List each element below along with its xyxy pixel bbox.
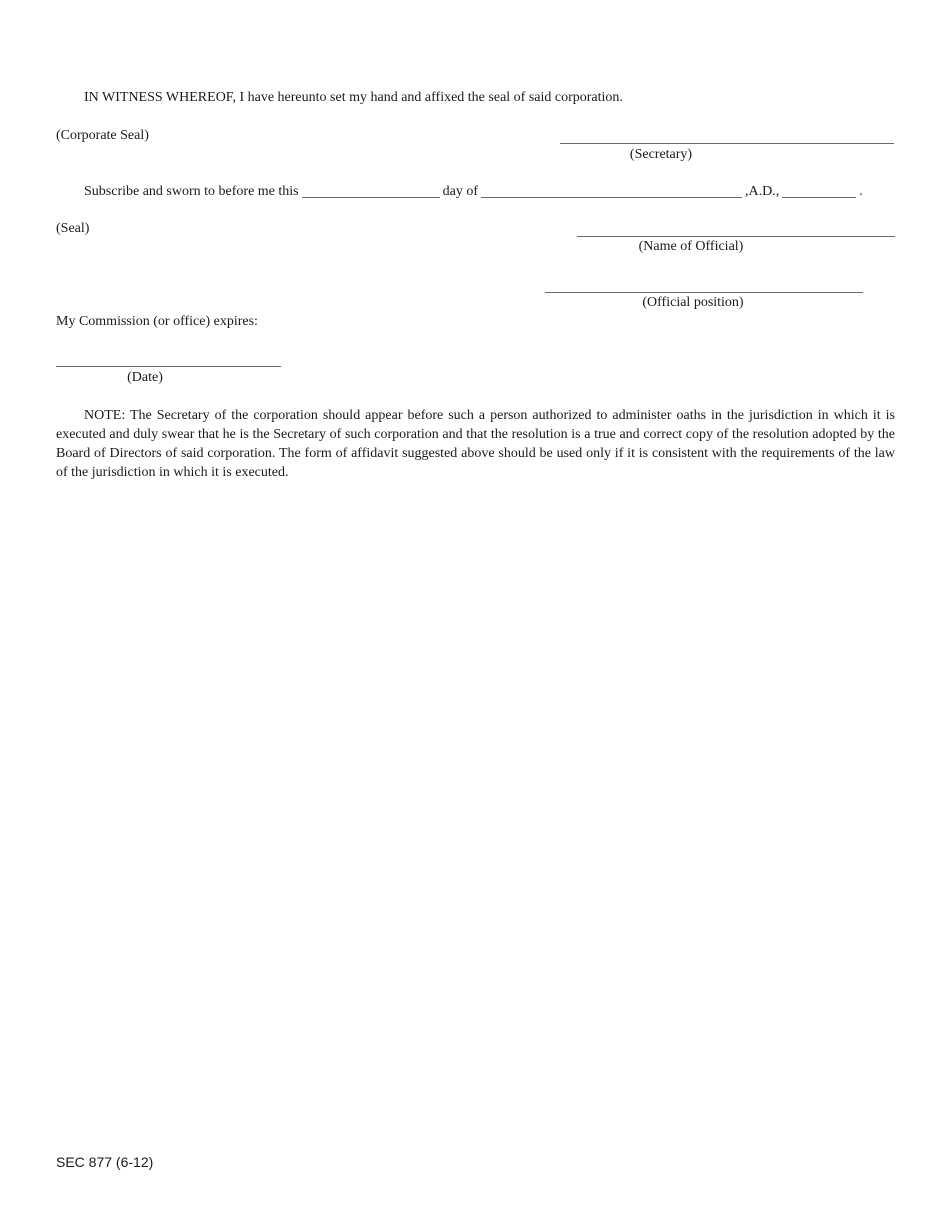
oath-day-blank[interactable]: [302, 183, 440, 198]
oath-prefix: Subscribe and sworn to before me this: [84, 184, 299, 199]
form-code: SEC 877 (6-12): [56, 1154, 154, 1170]
seal-label: (Seal): [56, 221, 90, 236]
date-caption: (Date): [127, 370, 163, 385]
commission-expires-label: My Commission (or office) expires:: [56, 314, 258, 329]
official-name-signature-line[interactable]: [577, 236, 895, 237]
corporate-seal-label: (Corporate Seal): [56, 128, 149, 143]
oath-end: .: [859, 184, 863, 199]
oath-month-blank[interactable]: [481, 183, 742, 198]
oath-ad: ,A.D.,: [745, 184, 780, 199]
official-position-caption: (Official position): [642, 295, 744, 310]
date-signature-line[interactable]: [56, 366, 281, 367]
oath-day-of: day of: [442, 184, 479, 199]
oath-year-blank[interactable]: [782, 183, 856, 198]
witness-statement: IN WITNESS WHEREOF, I have hereunto set my hand and affixed the seal of said corporation.: [84, 90, 623, 105]
oath-statement: [84, 183, 895, 201]
secretary-signature-line[interactable]: [560, 143, 894, 144]
name-of-official-caption: (Name of Official): [638, 239, 744, 254]
secretary-caption: (Secretary): [629, 147, 693, 162]
note-paragraph: NOTE: The Secretary of the corporation should appear before such a person authorized to administer oaths in the jurisdiction in which it is executed and duly swear that he is the Secretary of such corporation and that the resolution is a true and correct copy of the resolution adopted by the Board of Directors of said corporation. The form of affidavit suggested above should be used only if it is consistent with the requirements of the law of the jurisdiction in which it is executed.: [56, 408, 895, 480]
official-position-signature-line[interactable]: [545, 292, 863, 293]
